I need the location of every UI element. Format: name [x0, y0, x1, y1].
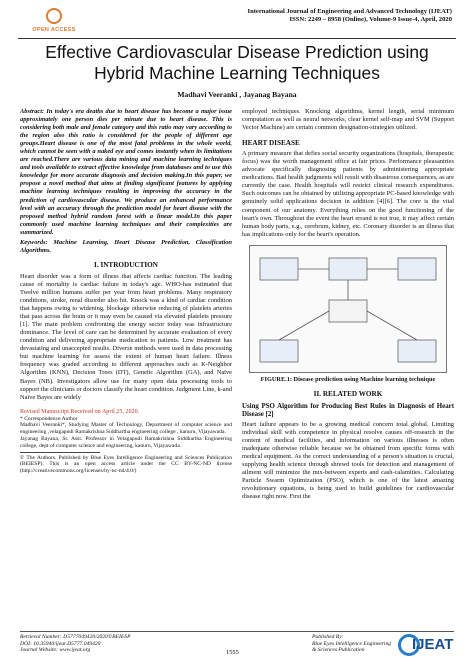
paper-title: [22, 42, 452, 84]
license-divider: [20, 452, 100, 453]
pso-text: Heart failure appears to be a growing medical concern total global. Limiting individual skill with competence in physical resolve causes off-research in the content of medical facilities, and information on various illnesses is often inadequate otherwise reliable because we be obtained from specific forms with medical equipment. As the correct understanding of a person's situation is crucial, supplying health science through shrewd tools for detection and management of ailment will minimize the mix-between experts and cash-calamities. Calculating Particle Swarm Optimization (PSO), which is one of the latest amazing revolutionary equations, is being used to build guidelines for cardiovascular disease right now. First the: [242, 420, 454, 501]
related-work-heading: II. RELATED WORK: [313, 389, 383, 398]
correspondence-note: * Correspondence Author: [20, 415, 78, 422]
publisher-line-1: Blue Eyes Intelligence Engineering: [312, 640, 392, 647]
paper-title-line-1: Effective Cardiovascular Disease Prediction using: [45, 42, 429, 62]
ijeat-logo: [398, 630, 456, 660]
footer-publisher: [312, 634, 391, 654]
figure-box-3: [398, 258, 436, 280]
pso-subheading: Using PSO Algorithm for Producing Best Rules in Diagnosis of Heart Disease [2]: [242, 402, 454, 418]
journal-info: [122, 8, 452, 25]
page-number: 1555: [226, 649, 239, 656]
left-column: [20, 108, 232, 475]
footer-divider: [20, 631, 454, 632]
license-notice: © The Authors. Published by Blue Eyes Intelligence Engineering and Sciences Publication (BEIESP). This is an open access article under the CC BY-NC-ND license (http://creativecommons.org/licenses/by-nc-nd/4.0/): [20, 454, 232, 475]
keywords: Keywords: Machine Learning, Heart Disease Prediction, Classification Algorithms.: [20, 238, 232, 254]
published-by-label: Published By:: [312, 634, 344, 640]
journal-name: International Journal of Engineering and Advanced Technology (IJEAT): [247, 8, 452, 15]
retrieval-number: Retrieval Number: D5777049420/2020©BEIESP: [20, 634, 131, 640]
paper-title-line-2: Hybrid Machine Learning Techniques: [94, 63, 380, 83]
continued-text: employed techniques. Knocking algorithms, kernel length, serial minimum computation as well as neural networks, clear kernel self-map and SVM (Support Vector Machine) are certain common designation-strategies utilized.: [242, 108, 454, 132]
journal-issn: ISSN: 2249 – 8958 (Online), Volume-9 Issue-4, April, 2020: [289, 16, 452, 24]
introduction-heading: I. INTRODUCTION: [94, 260, 158, 269]
doi: DOI: 10.35940/ijeat.D5777.049420: [20, 640, 101, 647]
figure-box-2: [329, 258, 367, 280]
introduction-text: Heart disorder was a form of illness that affects cardiac function. The leading cause of mortality is cardiac failure in today's age. WHO-has estimated that Twelve million humans suffer per year from heart problems. Many respiratory conditions, stroke, renal disorder also hit. Knock was a kind of cardiac condition that happens owing to widening, blockage otherwise reducing of platelets arteries that pass across the brain or it may even be caused via elevated platelets pressure [1]. The main problem confronting the energy sector today was infrastructure dominance. The level of care can be determined by accurate evaluation of every condition and delivering appropriate medication to patients. Low treatment has devastating and unaccepted results. Diverse methods were used in data processing but machine learning for assess the extent of human heart failure. Illness frequency was graded according to different approaches such as K-Neighbor Algorithm (KNN), Decision Trees (DT), Genetic Algorithm (GA), and Naïve Bayes (NB). Investigators allow use for many open data processing tools to support the clinicians or doctors classify the heart condition. Judgment Line, k-and Naïve Bayes are widely: [20, 272, 232, 401]
figure-box-5: [260, 340, 298, 362]
ijeat-logo-text: IJEAT: [412, 636, 454, 653]
footer-article-info: [20, 634, 131, 654]
open-access-logo-text: OPEN ACCESS: [32, 27, 76, 33]
figure-1-caption: FIGURE.1: Disease prediction using Machine learning technique: [260, 375, 436, 383]
header-divider: [18, 38, 456, 39]
author-1-affiliation: Madhavi Veeranki*, Studying Master of Technology, Department of computer science and engineering ,velagapudi Ramakrishna Siddhartha engineering college , kanuru, Vijayawada.: [20, 422, 232, 436]
open-access-lock-icon: [46, 8, 62, 24]
journal-header: [18, 6, 456, 42]
author-2-affiliation: Jayanag Bayana, Sr. Asst. Professor in Velagapudi Ramakrishna Siddhartha Engineering college, dept of computer science and engineering, kanuru, Vijayawada.: [20, 436, 232, 449]
publisher-line-2: & Sciences Publication: [312, 647, 365, 654]
figure-box-1: [260, 258, 298, 280]
revised-manuscript-note: Revised Manuscript Received on April 25, 2020.: [20, 408, 140, 415]
abstract: Abstract: In today's era deaths due to heart disease has become a major issue approximately one person dies per minute due to heart disease. This is considering both male and female category and this ratio may vary according to the region also this ratio is considered for the people of different age groups.Heart disease is one of the most fatal problems in the whole world, which cannot be seen with a naked eye and comes instantly when its limitations are reached.There are various data mining and machine learning techniques and tools available to extract effective knowledge from databases and to use this knowledge for more accurate diagnosis and decision making.In this paper, we propose a novel method that aims at finding significant features by applying machine learning techniques resulting in improving the accuracy in the prediction of cardiovascular disease. We produce an enhanced performance level with an accuracy through the prediction model for heart disease with the proposed method hybrid random forest with a linear model.In this paper commonly used machine learning techniques and their complexities are summarized.: [20, 108, 232, 236]
right-column: [242, 108, 454, 503]
figure-arrow-5: [367, 311, 417, 340]
journal-website: Journal Website: www.ijeat.org: [20, 647, 91, 654]
figure-1-diagram: [249, 245, 447, 373]
heart-disease-heading: HEART DISEASE: [242, 139, 300, 148]
figure-arrow-4: [279, 311, 329, 340]
figure-1-svg: [250, 246, 446, 372]
paper-authors: Madhavi Veeranki , Jayanag Bayana: [177, 90, 297, 99]
figure-box-6: [398, 340, 436, 362]
heart-disease-text: A primary measure that defies social security organizations (hospitals, therapeutic focus) was the worth management office at fair prices. Performance pleasantries advocate specifically diagnosing patients by administering appropriate medications. Bad health judgments will result with disastrous consequences, as are currently the case. Health hospitals will restrict clinical research expenditures. Such outcomes can be obtained by utilizing appropriate PC-based knowledge with genuinely solid applications decision in addition [4][6]. The core is the vital component of our anatomy. Everything relies on the good functioning of the heart's own. Throughout the event the heart errand is not true, it may affect certain human body parts, e.g., cerebrum, kidney, etc. Coronary disorder is an illness that has implications only for the heart's operation.: [242, 150, 454, 238]
figure-box-4: [329, 300, 367, 322]
open-access-logo: [24, 8, 84, 38]
